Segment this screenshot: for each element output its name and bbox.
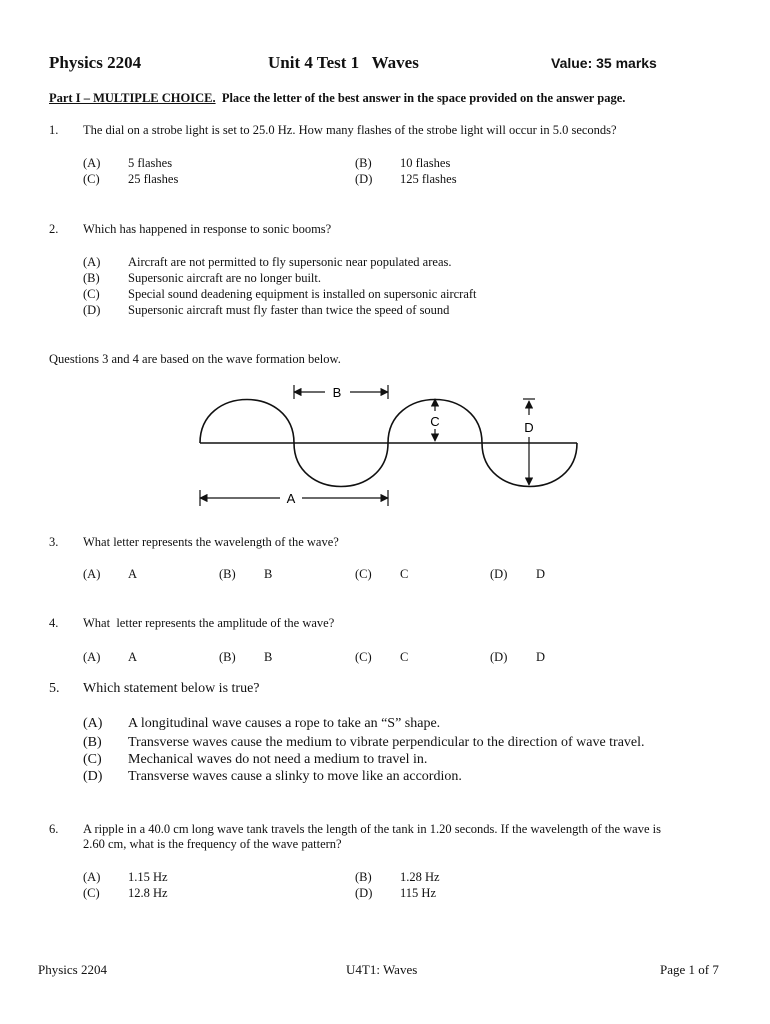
option-c-letter: (C) [355,567,372,581]
part-heading [49,91,625,106]
option-d-text: D [536,650,546,664]
option-c-letter: (C) [355,650,372,664]
option-d-letter: (D) [355,886,373,900]
question-number: 5. [49,681,60,696]
page-number: Page 1 of 7 [660,962,719,977]
option-d-text: D [536,567,546,581]
option-b-text: 1.28 Hz [400,870,440,884]
test-value: Value: 35 marks [551,55,657,71]
part-label: Part I – MULTIPLE CHOICE. [49,91,216,105]
option-c-text: Special sound deadening equipment is installed on supersonic aircraft [128,287,477,301]
option-a-letter: (A) [83,255,101,269]
question-stem: Which statement below is true? [83,681,260,696]
option-b-letter: (B) [83,271,100,285]
question-stem: What letter represents the wavelength of the wave? [83,535,339,549]
option-a-text: 1.15 Hz [128,870,168,884]
question-stem-line-1: A ripple in a 40.0 cm long wave tank travels the length of the tank in 1.20 seconds. If the wavelength of the wave is [83,822,661,836]
option-c-text: C [400,567,409,581]
option-d-letter: (D) [83,769,103,784]
label-c: C [430,414,440,429]
question-number: 6. [49,822,59,836]
option-c-letter: (C) [83,287,100,301]
option-b-text: Supersonic aircraft are no longer built. [128,271,321,285]
question-number: 4. [49,616,59,630]
option-b-text: Transverse waves cause the medium to vibrate perpendicular to the direction of wave travel. [128,735,645,750]
option-a-letter: (A) [83,567,101,581]
part-instruction: Place the letter of the best answer in the space provided on the answer page. [215,91,626,105]
footer-unit: U4T1: Waves [346,962,418,977]
option-b-text: B [264,567,273,581]
option-d-text: 115 Hz [400,886,436,900]
option-a-text: 5 flashes [128,156,173,170]
option-a-text: A [128,650,138,664]
option-a-letter: (A) [83,716,103,731]
option-a-letter: (A) [83,870,101,884]
question-number: 2. [49,222,59,236]
option-b-letter: (B) [219,650,236,664]
question-number: 3. [49,535,59,549]
option-a-text: Aircraft are not permitted to fly supersonic near populated areas. [128,255,452,269]
option-a-text: A [128,567,138,581]
question-stem: What letter represents the amplitude of the wave? [83,616,335,630]
label-d: D [524,420,534,435]
option-b-text: 10 flashes [400,156,451,170]
question-stem-line-2: 2.60 cm, what is the frequency of the wave pattern? [83,837,342,851]
test-title: Unit 4 Test 1 Waves [268,53,419,72]
option-c-text: 25 flashes [128,172,179,186]
option-a-letter: (A) [83,650,101,664]
course-title: Physics 2204 [49,53,142,72]
option-c-letter: (C) [83,752,102,767]
option-d-letter: (D) [490,567,508,581]
option-d-letter: (D) [355,172,373,186]
option-b-letter: (B) [219,567,236,581]
label-a: A [286,491,296,506]
option-a-text: A longitudinal wave causes a rope to take an “S” shape. [128,716,441,731]
option-b-letter: (B) [355,870,372,884]
option-c-text: Mechanical waves do not need a medium to travel in. [128,752,428,767]
label-b: B [332,385,342,400]
question-stem: The dial on a strobe light is set to 25.0 Hz. How many flashes of the strobe light will occur in 5.0 seconds? [83,123,617,137]
option-d-text: Supersonic aircraft must fly faster than twice the speed of sound [128,303,450,317]
question-stem: Which has happened in response to sonic booms? [83,222,332,236]
option-c-text: 12.8 Hz [128,886,168,900]
option-c-text: C [400,650,409,664]
wave-diagram [190,385,590,510]
option-c-letter: (C) [83,172,100,186]
footer-course: Physics 2204 [38,962,107,977]
option-c-letter: (C) [83,886,100,900]
option-b-letter: (B) [83,735,102,750]
option-a-letter: (A) [83,156,101,170]
option-b-text: B [264,650,273,664]
option-b-letter: (B) [355,156,372,170]
option-d-text: Transverse waves cause a slinky to move like an accordion. [128,769,462,784]
figure-intro: Questions 3 and 4 are based on the wave formation below. [49,352,341,366]
question-number: 1. [49,123,59,137]
option-d-letter: (D) [83,303,101,317]
option-d-text: 125 flashes [400,172,457,186]
option-d-letter: (D) [490,650,508,664]
